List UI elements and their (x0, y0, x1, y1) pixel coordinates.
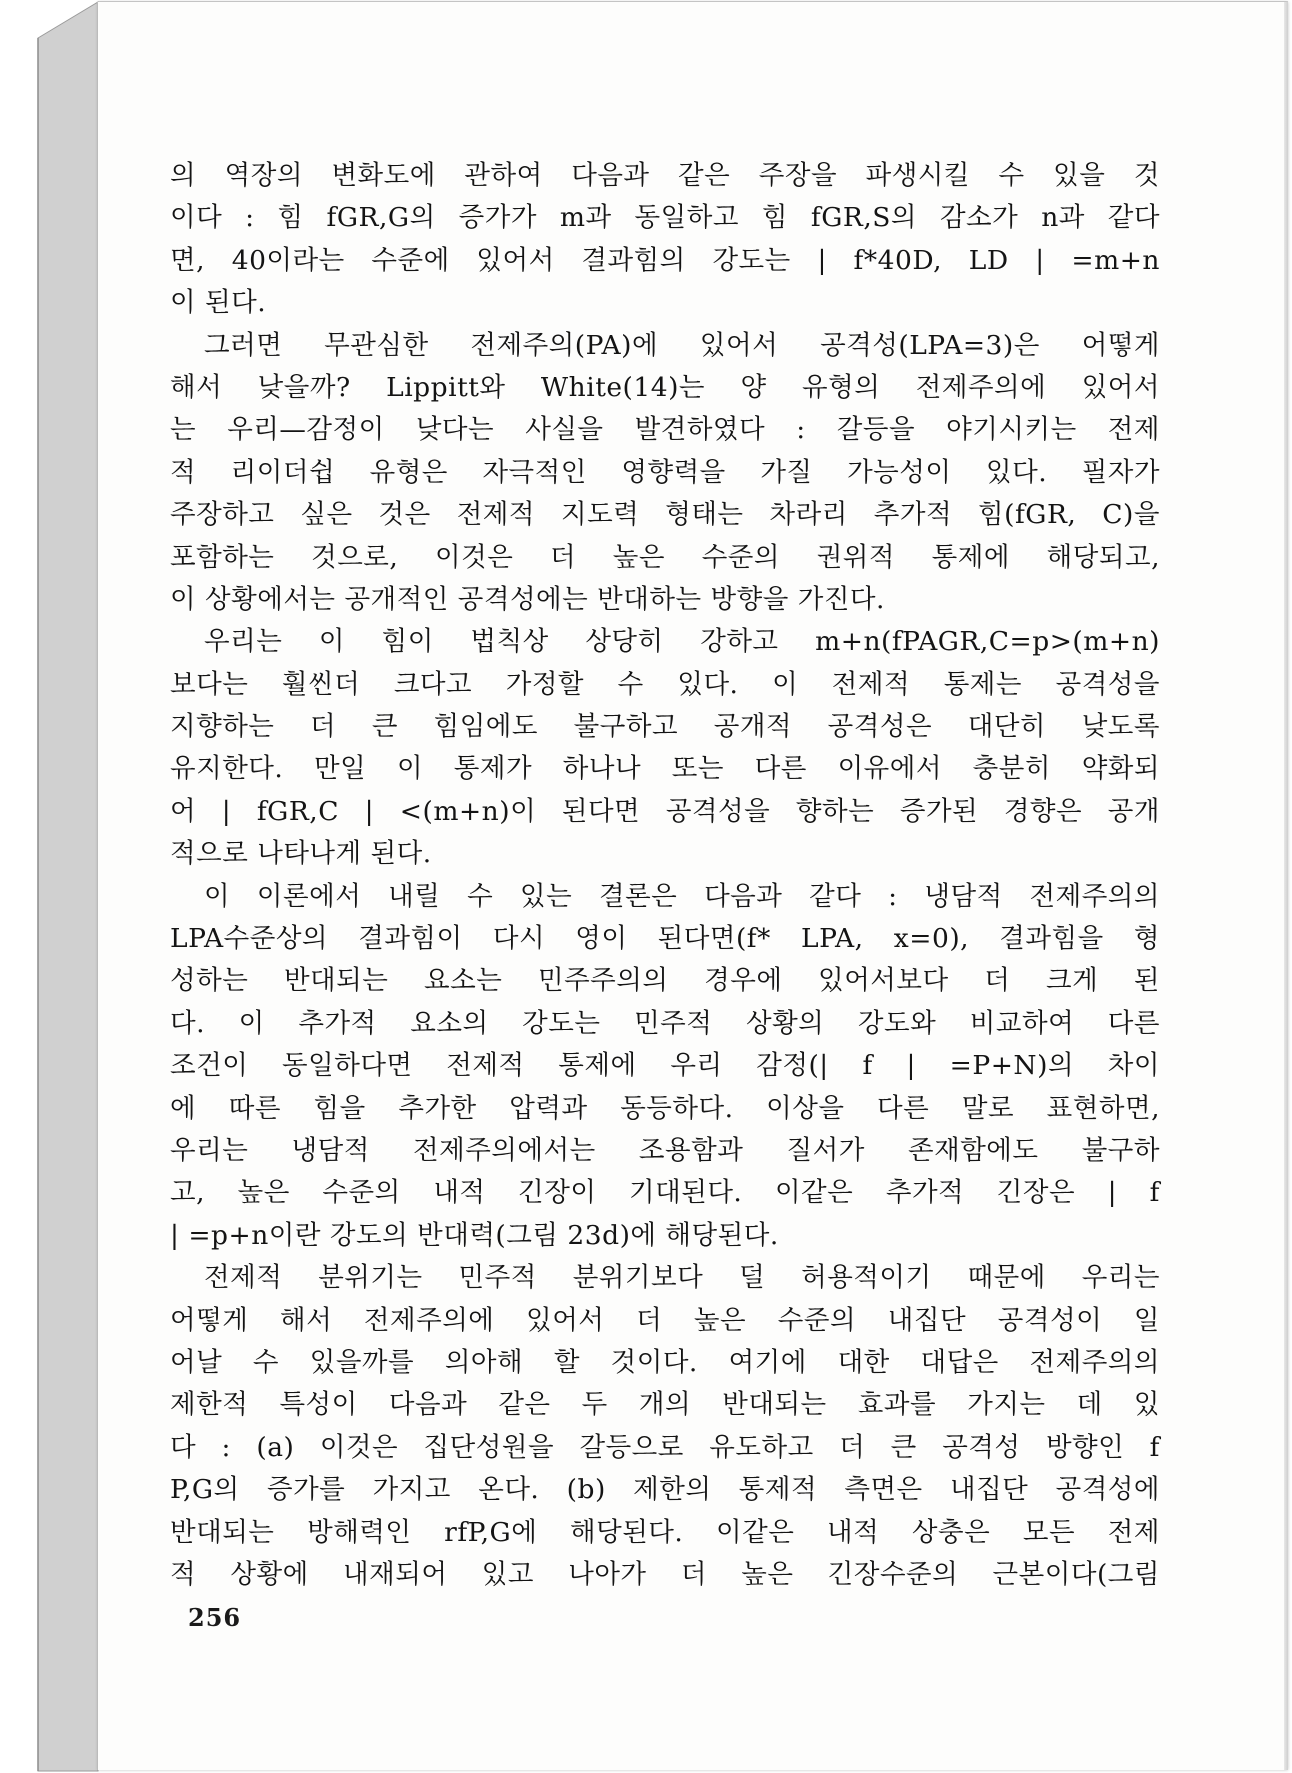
text-line: 그러면 무관심한 전제주의(PA)에 있어서 공격성(LPA=3)은 어떻게 (204, 329, 1160, 361)
text-line: 면, 40이라는 수준에 있어서 결과힘의 강도는 | f*40D, LD | =m+n (170, 244, 1160, 276)
text-line: 유지한다. 만일 이 통제가 하나나 또는 다른 이유에서 충분히 약화되 (170, 753, 1160, 785)
text-line: 반대되는 방해력인 rfP,G에 해당된다. 이같은 내적 상충은 모든 전제 (170, 1516, 1160, 1548)
text-line: | =p+n이란 강도의 반대력(그림 23d)에 해당된다. (170, 1219, 779, 1251)
text-line: 조건이 동일하다면 전제적 통제에 우리 감정(| f | =P+N)의 차이 (170, 1050, 1160, 1082)
text-line: 는 우리—감정이 낮다는 사실을 발견하였다 : 갈등을 야기시키는 전제 (170, 414, 1160, 446)
text-line: 해서 낮을까? Lippitt와 White(14)는 양 유형의 전제주의에 있어서 (170, 371, 1160, 403)
text-line: 의 역장의 변화도에 관하여 다음과 같은 주장을 파생시킬 수 있을 것 (170, 160, 1160, 191)
text-line: 포함하는 것으로, 이것은 더 높은 수준의 권위적 통제에 해당되고, (170, 541, 1160, 573)
text-line: 이 이론에서 내릴 수 있는 결론은 다음과 같다 : 냉담적 전제주의의 (204, 880, 1160, 912)
page-number: 256 (188, 1603, 242, 1632)
text-line: 어떻게 해서 전제주의에 있어서 더 높은 수준의 내집단 공격성이 일 (170, 1304, 1160, 1336)
text-line: 다. 이 추가적 요소의 강도는 민주적 상황의 강도와 비교하여 다른 (170, 1007, 1160, 1039)
text-line: 적 리이더쉽 유형은 자극적인 영향력을 가질 가능성이 있다. 필자가 (170, 456, 1160, 488)
text-line: 에 따른 힘을 추가한 압력과 동등하다. 이상을 다른 말로 표현하면, (170, 1092, 1160, 1124)
text-line: 전제적 분위기는 민주적 분위기보다 덜 허용적이기 때문에 우리는 (204, 1262, 1160, 1294)
text-line: 어날 수 있을까를 의아해 할 것이다. 여기에 대한 대답은 전제주의의 (170, 1346, 1160, 1378)
text-line: 어 | fGR,C | <(m+n)이 된다면 공격성을 향하는 증가된 경향은 공개 (170, 795, 1160, 827)
text-line: 우리는 냉담적 전제주의에서는 조용함과 질서가 존재함에도 불구하 (170, 1134, 1160, 1166)
text-line: 주장하고 싶은 것은 전제적 지도력 형태는 차라리 추가적 힘(fGR, C)을 (170, 499, 1160, 531)
text-line: 이 상황에서는 공개적인 공격성에는 반대하는 방향을 가진다. (170, 583, 885, 615)
text-line: 이다 : 힘 fGR,G의 증가가 m과 동일하고 힘 fGR,S의 감소가 n과 같다 (170, 202, 1160, 234)
text-line: 이 된다. (170, 287, 267, 319)
text-line: 적으로 나타나게 된다. (170, 838, 432, 870)
text-line: 성하는 반대되는 요소는 민주주의의 경우에 있어서보다 더 크게 된 (170, 965, 1160, 997)
text-line: 고, 높은 수준의 내적 긴장이 기대된다. 이같은 추가적 긴장은 | f (170, 1177, 1160, 1209)
text-line: 적 상황에 내재되어 있고 나아가 더 높은 긴장수준의 근본이다(그림 (170, 1558, 1160, 1590)
text-line: 보다는 훨씬더 크다고 가정할 수 있다. 이 전제적 통제는 공격성을 (170, 668, 1160, 700)
text-line: 다 : (a) 이것은 집단성원을 갈등으로 유도하고 더 큰 공격성 방향인 f (170, 1431, 1160, 1463)
body-text (170, 155, 1160, 1596)
page-edge (1284, 2, 1288, 1770)
text-line: LPA수준상의 결과힘이 다시 영이 된다면(f* LPA, x=0), 결과힘을 형 (170, 923, 1160, 955)
text-line: 우리는 이 힘이 법칙상 상당히 강하고 m+n(fPAGR,C=p>(m+n) (204, 626, 1160, 658)
text-line: 제한적 특성이 다음과 같은 두 개의 반대되는 효과를 가지는 데 있 (170, 1389, 1160, 1421)
text-line: P,G의 증가를 가지고 온다. (b) 제한의 통제적 측면은 내집단 공격성에 (170, 1474, 1160, 1506)
text-line: 지향하는 더 큰 힘임에도 불구하고 공개적 공격성은 대단히 낮도록 (170, 711, 1160, 743)
